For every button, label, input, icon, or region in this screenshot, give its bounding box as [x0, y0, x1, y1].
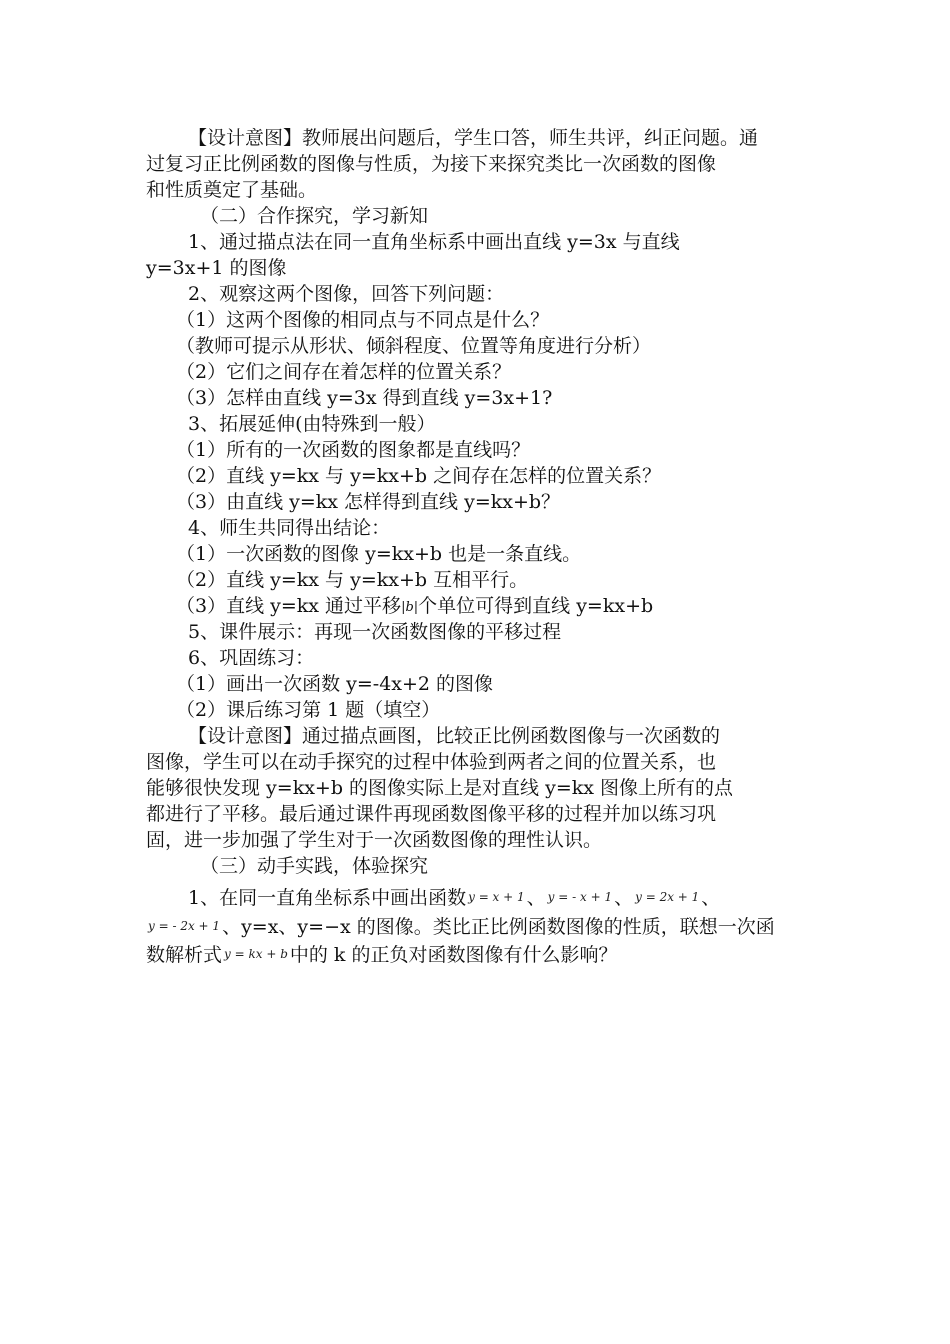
- separator: 、: [614, 887, 634, 909]
- separator: 、: [526, 887, 546, 909]
- step-3-q3: （3）由直线 y=kx 怎样得到直线 y=kx+b？: [176, 491, 561, 513]
- step-6-e1: （1）画出一次函数 y=-4x+2 的图像: [176, 673, 494, 695]
- step-3-q2: （2）直线 y=kx 与 y=kx+b 之间存在怎样的位置关系？: [176, 465, 662, 487]
- step-2-q1: （1）这两个图像的相同点与不同点是什么？: [176, 309, 550, 331]
- formula-f2: y = - x + 1: [547, 890, 613, 904]
- design-intent-1-line-2: 过复习正比例函数的图像与性质，为接下来探究类比一次函数的图像: [146, 153, 717, 175]
- practice-line-2: [146, 913, 806, 939]
- practice-line-3-prefix: 数解析式: [146, 944, 223, 966]
- step-2-q2: （2）它们之间存在着怎样的位置关系？: [176, 361, 512, 383]
- design-intent-2-line-1: 【设计意图】通过描点画图，比较正比例函数图像与一次函数的: [188, 725, 721, 747]
- step-1-line-2: y=3x+1 的图像: [146, 257, 287, 279]
- step-2-q3: （3）怎样由直线 y=3x 得到直线 y=3x+1?: [176, 387, 553, 409]
- design-intent-1-line-1: 【设计意图】教师展出问题后，学生口答，师生共评，纠正问题。通: [188, 127, 759, 149]
- step-4-c2: （2）直线 y=kx 与 y=kx+b 互相平行。: [176, 569, 529, 591]
- design-intent-1-line-3: 和性质奠定了基础。: [146, 179, 318, 201]
- abs-b-formula: |b|: [401, 600, 419, 615]
- formula-f3: y = 2x + 1: [635, 890, 700, 904]
- formula-f5: y = kx + b: [224, 947, 288, 961]
- shift-line-after: 个单位可得到直线 y=kx+b: [418, 595, 654, 617]
- step-3-q1: （1）所有的一次函数的图象都是直线吗？: [176, 439, 531, 461]
- formula-f1: y = x + 1: [468, 890, 525, 904]
- practice-line-1: [188, 884, 848, 910]
- section-heading-2: （二）合作探究，学习新知: [200, 205, 429, 227]
- shift-line-before: （3）直线 y=kx 通过平移: [176, 595, 402, 617]
- step-4-heading: 4、师生共同得出结论：: [188, 517, 391, 539]
- design-intent-2-line-3: 能够很快发现 y=kx+b 的图像实际上是对直线 y=kx 图像上所有的点: [146, 777, 734, 799]
- design-intent-2-line-5: 固，进一步加强了学生对于一次函数图像的理性认识。: [146, 829, 603, 851]
- practice-line-3: [146, 941, 806, 967]
- design-intent-2-line-2: 图像，学生可以在动手探究的过程中体验到两者之间的位置关系，也: [146, 751, 717, 773]
- section-heading-3: （三）动手实践，体验探究: [200, 855, 429, 877]
- step-2-heading: 2、观察这两个图像，回答下列问题：: [188, 283, 505, 305]
- practice-line-2-text: 、y=x、y=−x 的图像。类比正比例函数图像的性质，联想一次函: [222, 916, 775, 938]
- step-6-heading: 6、巩固练习：: [188, 647, 315, 669]
- step-5: 5、课件展示：再现一次函数图像的平移过程: [188, 621, 562, 643]
- step-1-line-1: 1、通过描点法在同一直角坐标系中画出直线 y=3x 与直线: [188, 231, 680, 253]
- step-4-c1: （1）一次函数的图像 y=kx+b 也是一条直线。: [176, 543, 582, 565]
- step-6-e2: （2）课后练习第 1 题（填空）: [176, 699, 441, 721]
- step-3-heading: 3、拓展延伸(由特殊到一般）: [188, 413, 436, 435]
- step-2-teacher-note: （教师可提示从形状、倾斜程度、位置等角度进行分析）: [176, 335, 652, 357]
- step-4-c3: [176, 593, 836, 619]
- practice-line-3-text: 中的 k 的正负对函数图像有什么影响？: [289, 944, 618, 966]
- practice-prefix: 1、在同一直角坐标系中画出函数: [188, 887, 467, 909]
- separator: 、: [701, 887, 721, 909]
- formula-f4: y = - 2x + 1: [148, 919, 221, 933]
- design-intent-2-line-4: 都进行了平移。最后通过课件再现函数图像平移的过程并加以练习巩: [146, 803, 717, 825]
